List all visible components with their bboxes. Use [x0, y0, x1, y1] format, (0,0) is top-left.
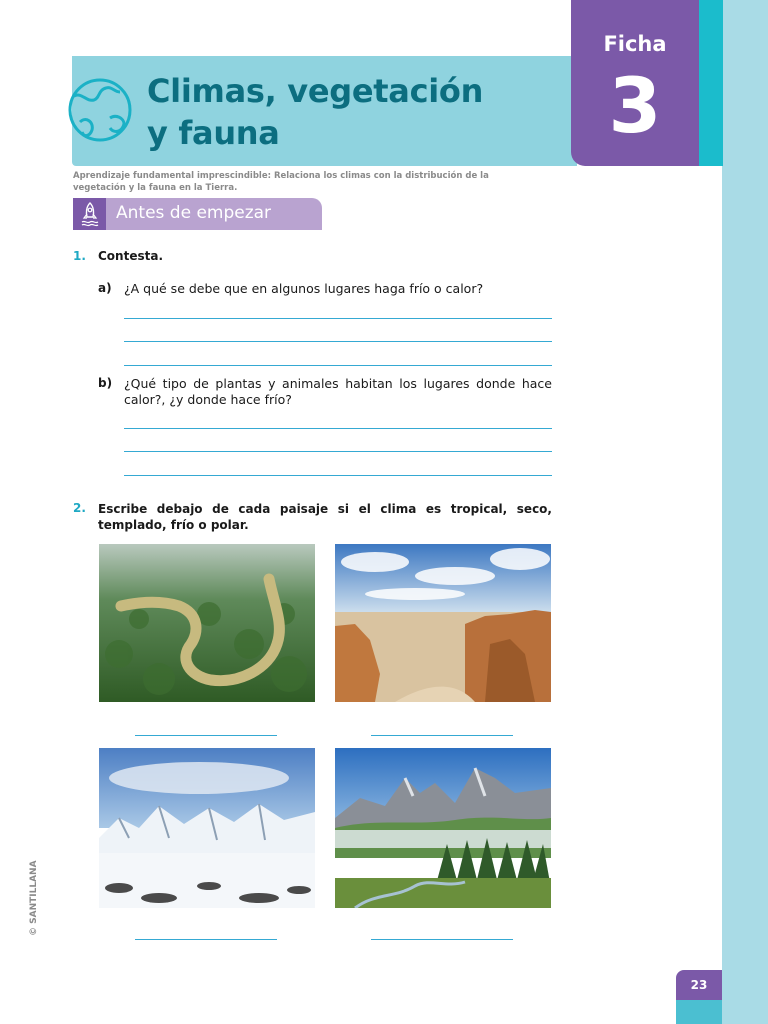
ficha-label: Ficha [603, 32, 667, 56]
answer-line-1b-3[interactable] [124, 475, 552, 476]
desert-canyon-photo [335, 544, 551, 702]
rocket-icon [79, 201, 101, 227]
copyright-mark [22, 850, 42, 940]
copyright-text: © SANTILLANA [29, 860, 39, 936]
question-1a-text: ¿A qué se debe que en algunos lugares haga frío o calor? [124, 281, 484, 296]
photo-4-answer-line[interactable] [371, 939, 513, 940]
photo-3-answer-line[interactable] [135, 939, 277, 940]
side-band [722, 0, 768, 1024]
rainforest-river-photo [99, 544, 315, 702]
photo-2-answer-line[interactable] [371, 735, 513, 736]
ficha-accent-strip [699, 0, 723, 166]
answer-line-1a-3[interactable] [124, 365, 552, 366]
page-title-line2: y fauna [147, 114, 280, 152]
answer-line-1b-1[interactable] [124, 428, 552, 429]
photo-1-answer-line[interactable] [135, 735, 277, 736]
ficha-number: 3 [608, 61, 662, 150]
section-title: Antes de empezar [116, 203, 272, 223]
question-2-number: 2. [73, 501, 86, 515]
page-number: 23 [690, 978, 708, 992]
answer-line-1a-1[interactable] [124, 318, 552, 319]
question-1-title: Contesta. [98, 249, 164, 263]
question-2-title: Escribe debajo de cada paisaje si el clima es tropical, seco, templado, frío o polar. [98, 502, 552, 532]
page-number-strip [676, 1000, 722, 1024]
learning-objective: Aprendizaje fundamental imprescindible: Relaciona los climas con la distribución de la vegetación y la fauna en la Tierra. [73, 171, 489, 193]
page-title-line1: Climas, vegetación [147, 72, 484, 110]
answer-line-1a-2[interactable] [124, 341, 552, 342]
answer-line-1b-2[interactable] [124, 451, 552, 452]
polar-snow-photo [99, 748, 315, 908]
question-1a-letter: a) [98, 281, 112, 295]
globe-icon [60, 62, 140, 158]
question-1b-letter: b) [98, 376, 113, 390]
question-1-number: 1. [73, 249, 86, 263]
question-1b-text: ¿Qué tipo de plantas y animales habitan los lugares donde hace calor?, ¿y donde hace frío? [124, 376, 552, 407]
temperate-forest-photo [335, 748, 551, 908]
